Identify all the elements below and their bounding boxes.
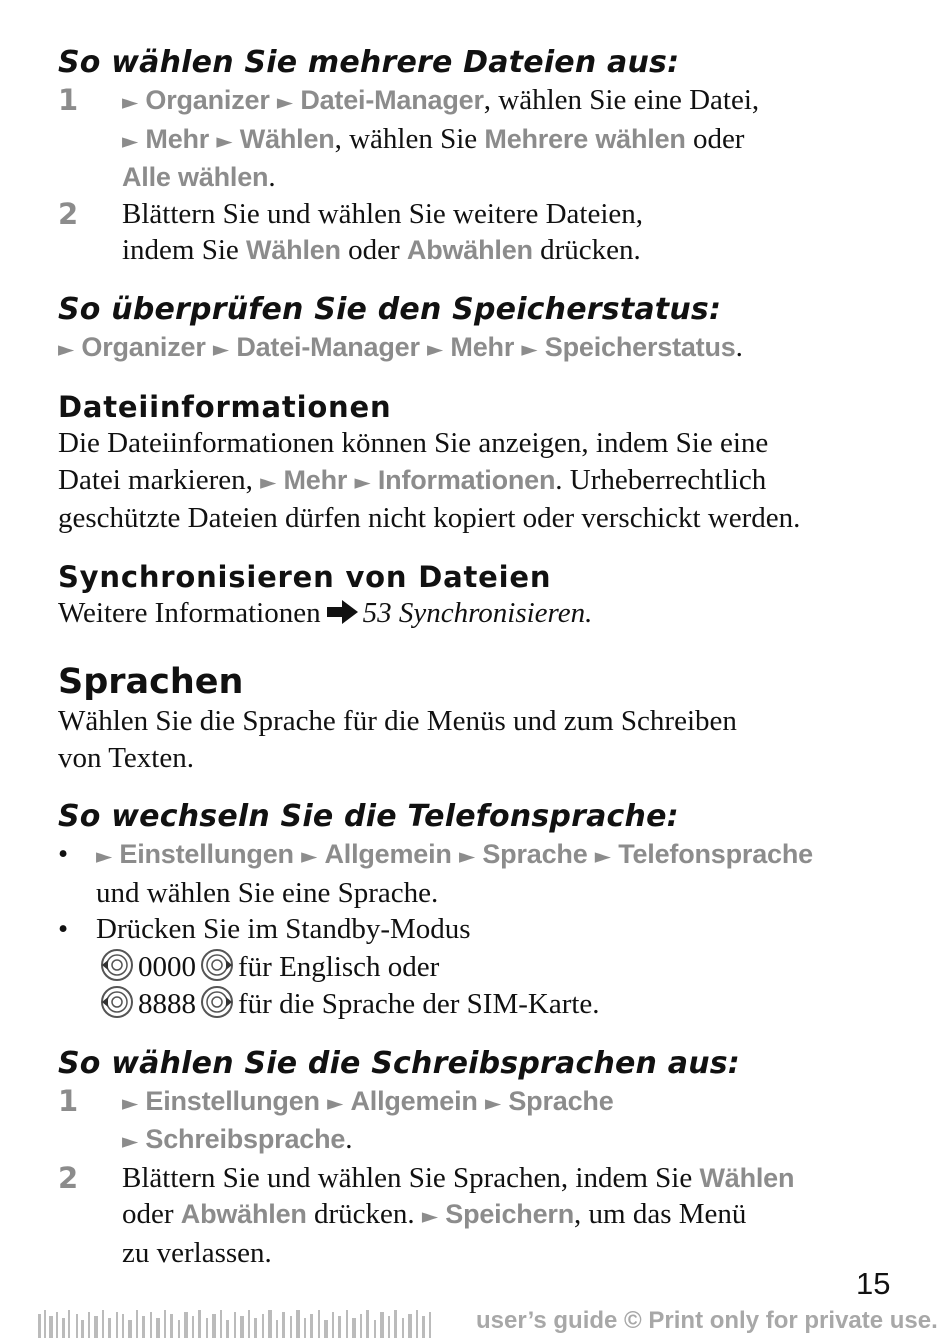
sync-text: [58, 595, 908, 632]
arrow-icon: ►: [58, 336, 75, 361]
writing-language-step-1: [58, 1083, 908, 1160]
softkey-deselect: Abwählen: [180, 1199, 307, 1229]
menu-organizer: Organizer: [145, 85, 270, 115]
phone-language-heading: So wechseln Sie die Telefonsprache:: [58, 799, 679, 834]
footer: [38, 1304, 938, 1338]
step-text: Blättern Sie und wählen Sie Sprachen, indem Sie: [122, 1161, 700, 1194]
arrow-icon: ►: [122, 128, 139, 153]
body-text: Weitere Informationen: [58, 596, 321, 629]
step-text: .: [268, 161, 276, 193]
menu-file-manager: Datei-Manager: [300, 85, 484, 115]
softkey-select: Wählen: [699, 1162, 795, 1193]
body-text: Wählen Sie die Sprache für die Menüs und zum Schreiben: [58, 705, 737, 737]
menu-organizer: Organizer: [81, 331, 206, 362]
languages-heading: Sprachen: [58, 662, 244, 702]
bullet: •: [58, 838, 69, 870]
arrow-icon: ►: [122, 1090, 139, 1115]
arrow-icon: ►: [427, 336, 444, 361]
menu-more: Mehr: [145, 123, 210, 154]
arrow-icon: ►: [354, 469, 371, 494]
arrow-icon: ►: [216, 128, 233, 153]
navigation-key-left-icon: [100, 985, 134, 1019]
softkey-select: Wählen: [246, 235, 341, 265]
bullet: •: [58, 913, 69, 945]
menu-memory-status: Speicherstatus: [544, 331, 736, 362]
period: .: [735, 330, 743, 363]
key-code: 0000: [138, 950, 196, 983]
step-text: oder: [340, 234, 407, 266]
body-text: und wählen Sie eine Sprache.: [96, 876, 439, 909]
menu-settings: Einstellungen: [145, 1085, 320, 1116]
menu-general: Allgemein: [350, 1085, 478, 1116]
arrow-icon: ►: [122, 90, 139, 114]
step-text: drücken.: [532, 234, 641, 266]
period: .: [345, 1123, 353, 1155]
menu-select-all: Alle wählen: [122, 162, 269, 192]
body-text: Drücken Sie im Standby-Modus: [96, 913, 471, 945]
file-info-text: [58, 425, 908, 537]
body-text: von Texten.: [58, 741, 194, 774]
arrow-icon: ►: [260, 469, 277, 494]
menu-information: Informationen: [377, 464, 556, 495]
arrow-icon: ►: [594, 844, 611, 868]
arrow-icon: ►: [484, 1090, 502, 1115]
menu-settings: Einstellungen: [119, 839, 294, 869]
menu-phone-language: Telefonsprache: [618, 839, 813, 869]
step-text: zu verlassen.: [122, 1236, 272, 1269]
reference-arrow-icon: [327, 600, 359, 624]
writing-language-step-2: [58, 1160, 908, 1272]
arrow-icon: ►: [421, 1204, 439, 1228]
arrow-icon: ►: [96, 844, 113, 868]
body-text: Die Dateiinformationen können Sie anzeigen, indem Sie eine: [58, 427, 769, 459]
languages-text: [58, 703, 908, 776]
step-number: 1: [58, 83, 79, 117]
menu-select: Wählen: [239, 123, 335, 154]
menu-writing-language: Schreibsprache: [145, 1124, 346, 1154]
step-text: drücken.: [306, 1198, 422, 1230]
softkey-deselect: Abwählen: [406, 235, 533, 265]
arrow-icon: ►: [301, 844, 318, 868]
page-number: 15: [856, 1266, 891, 1301]
softkey-save: Speichern: [445, 1199, 575, 1229]
step-text: oder: [685, 122, 745, 155]
navigation-key-right-icon: [200, 985, 234, 1019]
menu-more: Mehr: [283, 464, 348, 495]
manual-page: [58, 44, 908, 1271]
arrow-icon: ►: [212, 336, 230, 361]
menu-language: Sprache: [482, 839, 588, 869]
memory-status-path: [58, 329, 908, 368]
step-number: 2: [58, 1160, 79, 1195]
arrow-icon: ►: [276, 90, 294, 114]
menu-general: Allgemein: [324, 839, 452, 869]
menu-file-manager: Datei-Manager: [236, 331, 420, 362]
multi-select-step-1: [58, 82, 908, 196]
step-number: 2: [58, 196, 79, 231]
navigation-key-right-icon: [200, 948, 234, 982]
arrow-icon: ►: [327, 1090, 344, 1115]
step-text: , um das Menü: [574, 1198, 747, 1230]
arrow-icon: ►: [122, 1129, 139, 1153]
key-code: 8888: [138, 988, 196, 1020]
body-text: für Englisch oder: [238, 950, 440, 983]
body-text: . Urheberrechtlich: [555, 463, 767, 496]
phone-language-bullet-1: [58, 836, 908, 911]
arrow-icon: ►: [458, 844, 476, 868]
body-text: für die Sprache der SIM-Karte.: [238, 988, 600, 1020]
step-text: , wählen Sie eine Datei,: [483, 84, 760, 116]
writing-language-heading: So wählen Sie die Schreibsprachen aus:: [58, 1045, 740, 1081]
step-text: Blättern Sie und wählen Sie weitere Dateien,: [122, 197, 644, 230]
footer-text: user’s guide © Print only for private use.: [476, 1307, 938, 1334]
multi-select-heading: So wählen Sie mehrere Dateien aus:: [58, 45, 680, 80]
navigation-key-left-icon: [100, 948, 134, 982]
step-number: 1: [58, 1083, 79, 1118]
menu-language: Sprache: [508, 1085, 614, 1116]
file-info-heading: Dateiinformationen: [58, 390, 392, 424]
multi-select-step-2: [58, 196, 908, 269]
step-text: , wählen Sie: [334, 122, 485, 155]
menu-select-multiple: Mehrere wählen: [484, 123, 686, 154]
menu-more: Mehr: [450, 331, 515, 362]
step-text: indem Sie: [122, 234, 247, 266]
step-text: oder: [122, 1198, 181, 1230]
barcode-icon: [38, 1310, 434, 1338]
phone-language-bullet-2: [58, 911, 908, 1023]
page-reference: 53 Synchronisieren.: [362, 596, 593, 629]
memory-status-heading: So überprüfen Sie den Speicherstatus:: [58, 291, 722, 327]
body-text: geschützte Dateien dürfen nicht kopiert oder verschickt werden.: [58, 502, 801, 534]
sync-heading: Synchronisieren von Dateien: [58, 559, 552, 594]
arrow-icon: ►: [521, 336, 538, 361]
body-text: Datei markieren,: [58, 463, 261, 496]
